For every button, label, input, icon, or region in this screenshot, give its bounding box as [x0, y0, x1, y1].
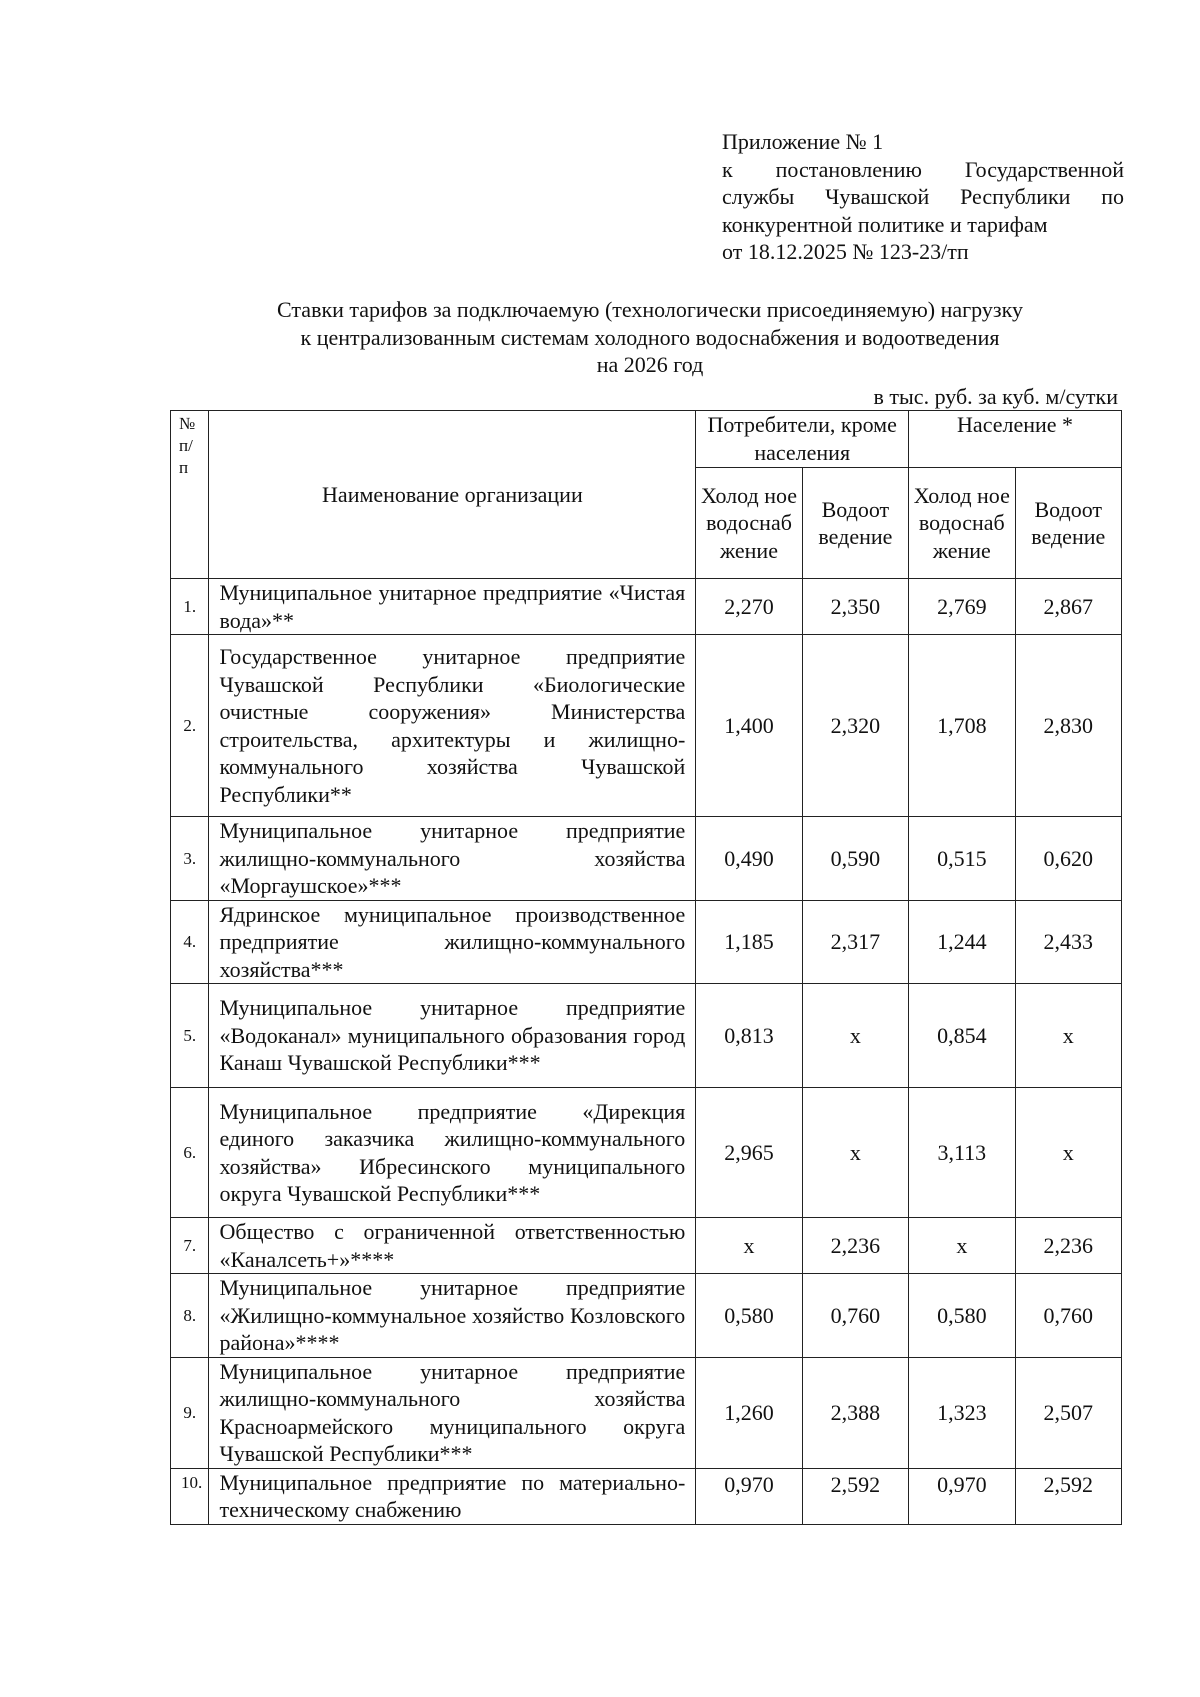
- population-water-rate: 0,970: [909, 1468, 1015, 1524]
- population-sewage-rate: х: [1015, 1088, 1121, 1218]
- table-row: [171, 984, 1122, 1088]
- row-number: 5.: [171, 984, 209, 1088]
- population-sewage-rate: 0,620: [1015, 817, 1121, 901]
- population-water-rate: 1,244: [909, 900, 1015, 984]
- annex-reference: к постановлению Государственной службы Чувашской Республики по конкурентной политике и тарифам: [722, 156, 1124, 237]
- population-sewage-rate: 2,867: [1015, 579, 1121, 635]
- table-body: [171, 579, 1122, 1525]
- consumers-sewage-rate: х: [802, 1088, 908, 1218]
- consumers-sewage-rate: х: [802, 984, 908, 1088]
- header-consumers-sewage: Водоот ведение: [802, 468, 908, 579]
- row-number: 9.: [171, 1357, 209, 1468]
- title-line-1: Ставки тарифов за подключаемую (технологически присоединяемую) нагрузку: [277, 297, 1023, 322]
- consumers-sewage-rate: 2,388: [802, 1357, 908, 1468]
- population-water-rate: 0,854: [909, 984, 1015, 1088]
- table-row: [171, 1088, 1122, 1218]
- row-number: 1.: [171, 579, 209, 635]
- table-header-row: [171, 411, 1122, 468]
- header-organization: Наименование организации: [209, 411, 696, 579]
- title-line-3: на 2026 год: [596, 352, 704, 377]
- organization-name: Государственное унитарное предприятие Чувашской Республики «Биологические очистные сооружения» Министерства строительства, архитектуры и жилищно-коммунального хозяйства Чувашской Республики**: [209, 635, 696, 817]
- annex-block: [722, 128, 1124, 266]
- organization-name: Муниципальное унитарное предприятие «Жилищно-коммунальное хозяйство Козловского района»****: [209, 1274, 696, 1358]
- population-sewage-rate: 0,760: [1015, 1274, 1121, 1358]
- consumers-water-rate: 1,260: [696, 1357, 802, 1468]
- population-water-rate: 1,323: [909, 1357, 1015, 1468]
- organization-name: Муниципальное унитарное предприятие жилищно-коммунального хозяйства Красноармейского муниципального округа Чувашской Республики***: [209, 1357, 696, 1468]
- annex-date: от 18.12.2025 № 123-23/тп: [722, 239, 969, 264]
- table-row: [171, 1274, 1122, 1358]
- row-number: 7.: [171, 1218, 209, 1274]
- organization-name: Общество с ограниченной ответственностью «Каналсеть+»****: [209, 1218, 696, 1274]
- consumers-sewage-rate: 2,317: [802, 900, 908, 984]
- population-sewage-rate: 2,433: [1015, 900, 1121, 984]
- header-consumers-water: Холод ное водоснаб жение: [696, 468, 802, 579]
- consumers-water-rate: 0,813: [696, 984, 802, 1088]
- header-number: № п/п: [171, 411, 209, 579]
- consumers-sewage-rate: 2,350: [802, 579, 908, 635]
- consumers-sewage-rate: 2,236: [802, 1218, 908, 1274]
- row-number: 2.: [171, 635, 209, 817]
- organization-name: Ядринское муниципальное производственное предприятие жилищно-коммунального хозяйства***: [209, 900, 696, 984]
- population-water-rate: 2,769: [909, 579, 1015, 635]
- organization-name: Муниципальное унитарное предприятие «Водоканал» муниципального образования город Канаш Чувашской Республики***: [209, 984, 696, 1088]
- header-population: Население *: [909, 411, 1122, 468]
- consumers-sewage-rate: 2,320: [802, 635, 908, 817]
- annex-number: Приложение № 1: [722, 129, 884, 154]
- tariff-table: [170, 410, 1122, 1525]
- header-population-sewage: Водоот ведение: [1015, 468, 1121, 579]
- organization-name: Муниципальное предприятие по материально-техническому снабжению: [209, 1468, 696, 1524]
- consumers-water-rate: 1,400: [696, 635, 802, 817]
- consumers-sewage-rate: 2,592: [802, 1468, 908, 1524]
- population-water-rate: 1,708: [909, 635, 1015, 817]
- population-water-rate: х: [909, 1218, 1015, 1274]
- consumers-water-rate: 2,965: [696, 1088, 802, 1218]
- table-row: [171, 1468, 1122, 1524]
- table-row: [171, 900, 1122, 984]
- population-sewage-rate: 2,830: [1015, 635, 1121, 817]
- header-consumers: Потребители, кроме населения: [696, 411, 909, 468]
- consumers-water-rate: 1,185: [696, 900, 802, 984]
- title-line-2: к централизованным системам холодного водоснабжения и водоотведения: [300, 324, 1000, 350]
- table-row: [171, 579, 1122, 635]
- row-number: 3.: [171, 817, 209, 901]
- population-sewage-rate: 2,592: [1015, 1468, 1121, 1524]
- consumers-sewage-rate: 0,590: [802, 817, 908, 901]
- consumers-water-rate: 0,970: [696, 1468, 802, 1524]
- row-number: 10.: [171, 1468, 209, 1524]
- consumers-water-rate: 0,490: [696, 817, 802, 901]
- unit-label: в тыс. руб. за куб. м/сутки: [873, 384, 1118, 409]
- table-row: [171, 635, 1122, 817]
- organization-name: Муниципальное унитарное предприятие жилищно-коммунального хозяйства «Моргаушское»***: [209, 817, 696, 901]
- population-sewage-rate: х: [1015, 984, 1121, 1088]
- table-row: [171, 1218, 1122, 1274]
- table-row: [171, 817, 1122, 901]
- consumers-water-rate: 2,270: [696, 579, 802, 635]
- consumers-sewage-rate: 0,760: [802, 1274, 908, 1358]
- population-sewage-rate: 2,236: [1015, 1218, 1121, 1274]
- consumers-water-rate: 0,580: [696, 1274, 802, 1358]
- row-number: 6.: [171, 1088, 209, 1218]
- organization-name: Муниципальное предприятие «Дирекция единого заказчика жилищно-коммунального хозяйства» Ибресинского муниципального округа Чувашской Республики***: [209, 1088, 696, 1218]
- organization-name: Муниципальное унитарное предприятие «Чистая вода»**: [209, 579, 696, 635]
- header-population-water: Холод ное водоснаб жение: [909, 468, 1015, 579]
- row-number: 8.: [171, 1274, 209, 1358]
- document-title: [160, 296, 1140, 379]
- population-sewage-rate: 2,507: [1015, 1357, 1121, 1468]
- population-water-rate: 3,113: [909, 1088, 1015, 1218]
- population-water-rate: 0,580: [909, 1274, 1015, 1358]
- consumers-water-rate: х: [696, 1218, 802, 1274]
- row-number: 4.: [171, 900, 209, 984]
- population-water-rate: 0,515: [909, 817, 1015, 901]
- table-row: [171, 1357, 1122, 1468]
